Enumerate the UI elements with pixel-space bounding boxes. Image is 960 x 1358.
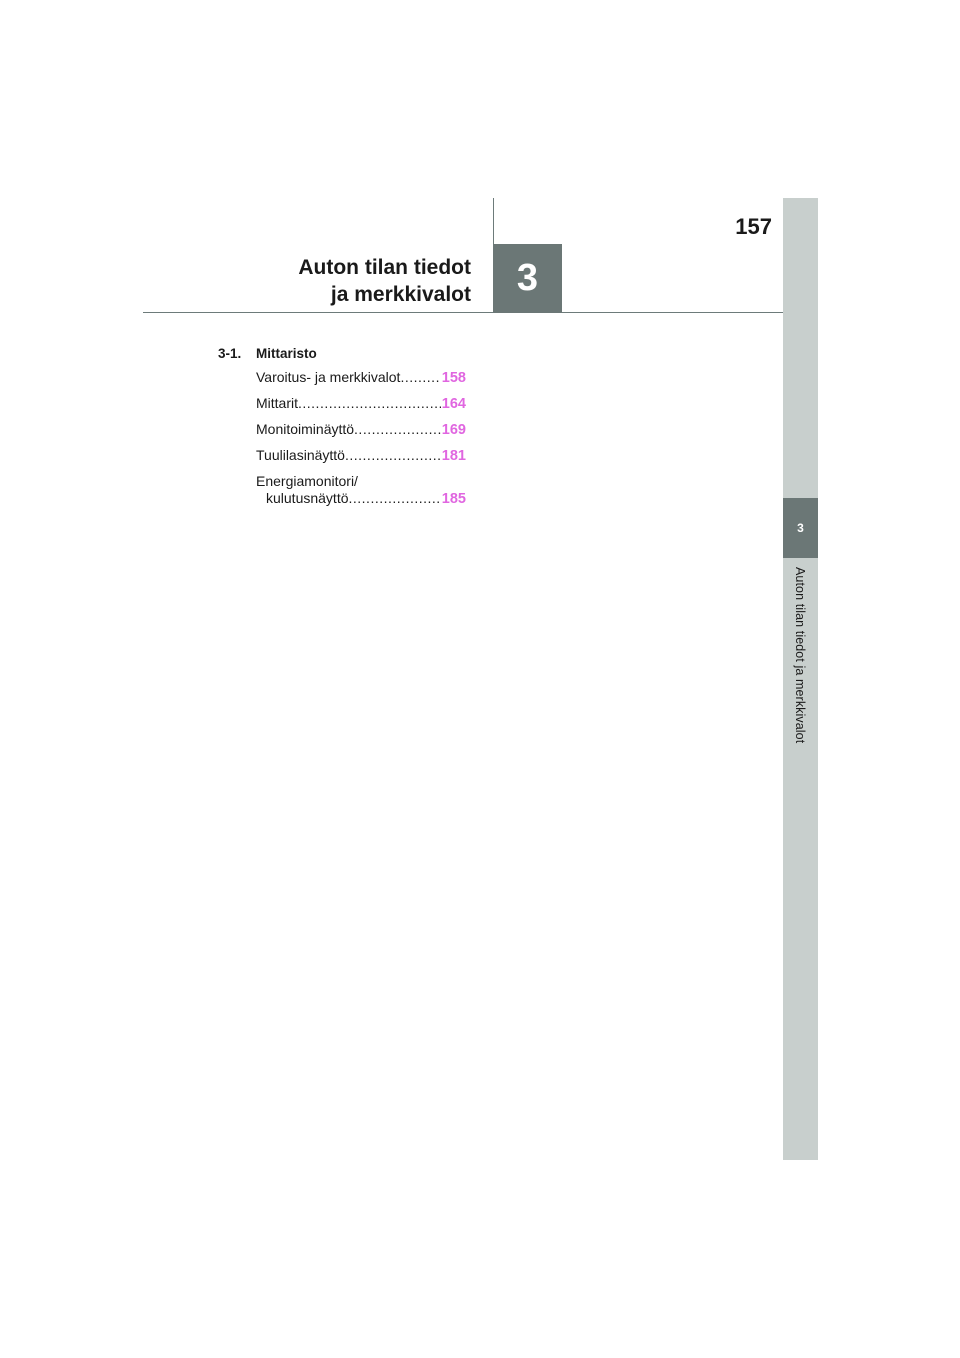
chapter-title <box>298 254 471 308</box>
toc-leader-dots <box>345 447 441 464</box>
toc-leader-dots <box>298 395 441 412</box>
toc-section-number: 3-1. <box>218 346 242 361</box>
toc-entry-page-link[interactable]: 158 <box>441 370 466 386</box>
side-index-label: Auton tilan tiedot ja merkkivalot <box>793 567 807 744</box>
toc-entry[interactable] <box>256 447 466 465</box>
toc-leader-dots <box>400 369 440 386</box>
header-horizontal-rule <box>143 312 783 313</box>
toc-entry-label: Tuulilasinäyttö <box>256 447 345 463</box>
side-index-tab[interactable]: 3 <box>783 498 818 558</box>
toc-entry-page-link[interactable]: 185 <box>441 491 466 507</box>
toc-entry-label-line1: Energiamonitori/ <box>256 473 358 489</box>
toc-leader-dots <box>354 421 441 438</box>
page-number: 157 <box>735 214 772 239</box>
toc-section-title: Mittaristo <box>256 346 317 361</box>
toc-entry[interactable] <box>256 473 466 508</box>
toc-section-heading <box>218 346 466 361</box>
chapter-title-line2: ja merkkivalot <box>330 283 471 306</box>
chapter-title-line1: Auton tilan tiedot <box>298 256 471 279</box>
toc-entry[interactable] <box>256 395 466 413</box>
toc-entry[interactable] <box>256 369 466 387</box>
toc-leader-dots <box>349 490 441 507</box>
chapter-number-tab: 3 <box>493 244 562 313</box>
toc-entry-page-link[interactable]: 164 <box>441 396 466 412</box>
toc-entry-label: Monitoiminäyttö <box>256 421 355 437</box>
toc-entry-label-line2: kulutusnäyttö <box>266 490 349 506</box>
toc-entry-page-link[interactable]: 181 <box>441 448 466 464</box>
header-vertical-rule <box>493 198 494 244</box>
toc-entry-label: Varoitus- ja merkkivalot <box>256 369 401 385</box>
toc-entry[interactable] <box>256 421 466 439</box>
toc-entry-page-link[interactable]: 169 <box>441 422 466 438</box>
toc-entry-label: Mittarit <box>256 395 298 411</box>
table-of-contents <box>218 346 466 516</box>
